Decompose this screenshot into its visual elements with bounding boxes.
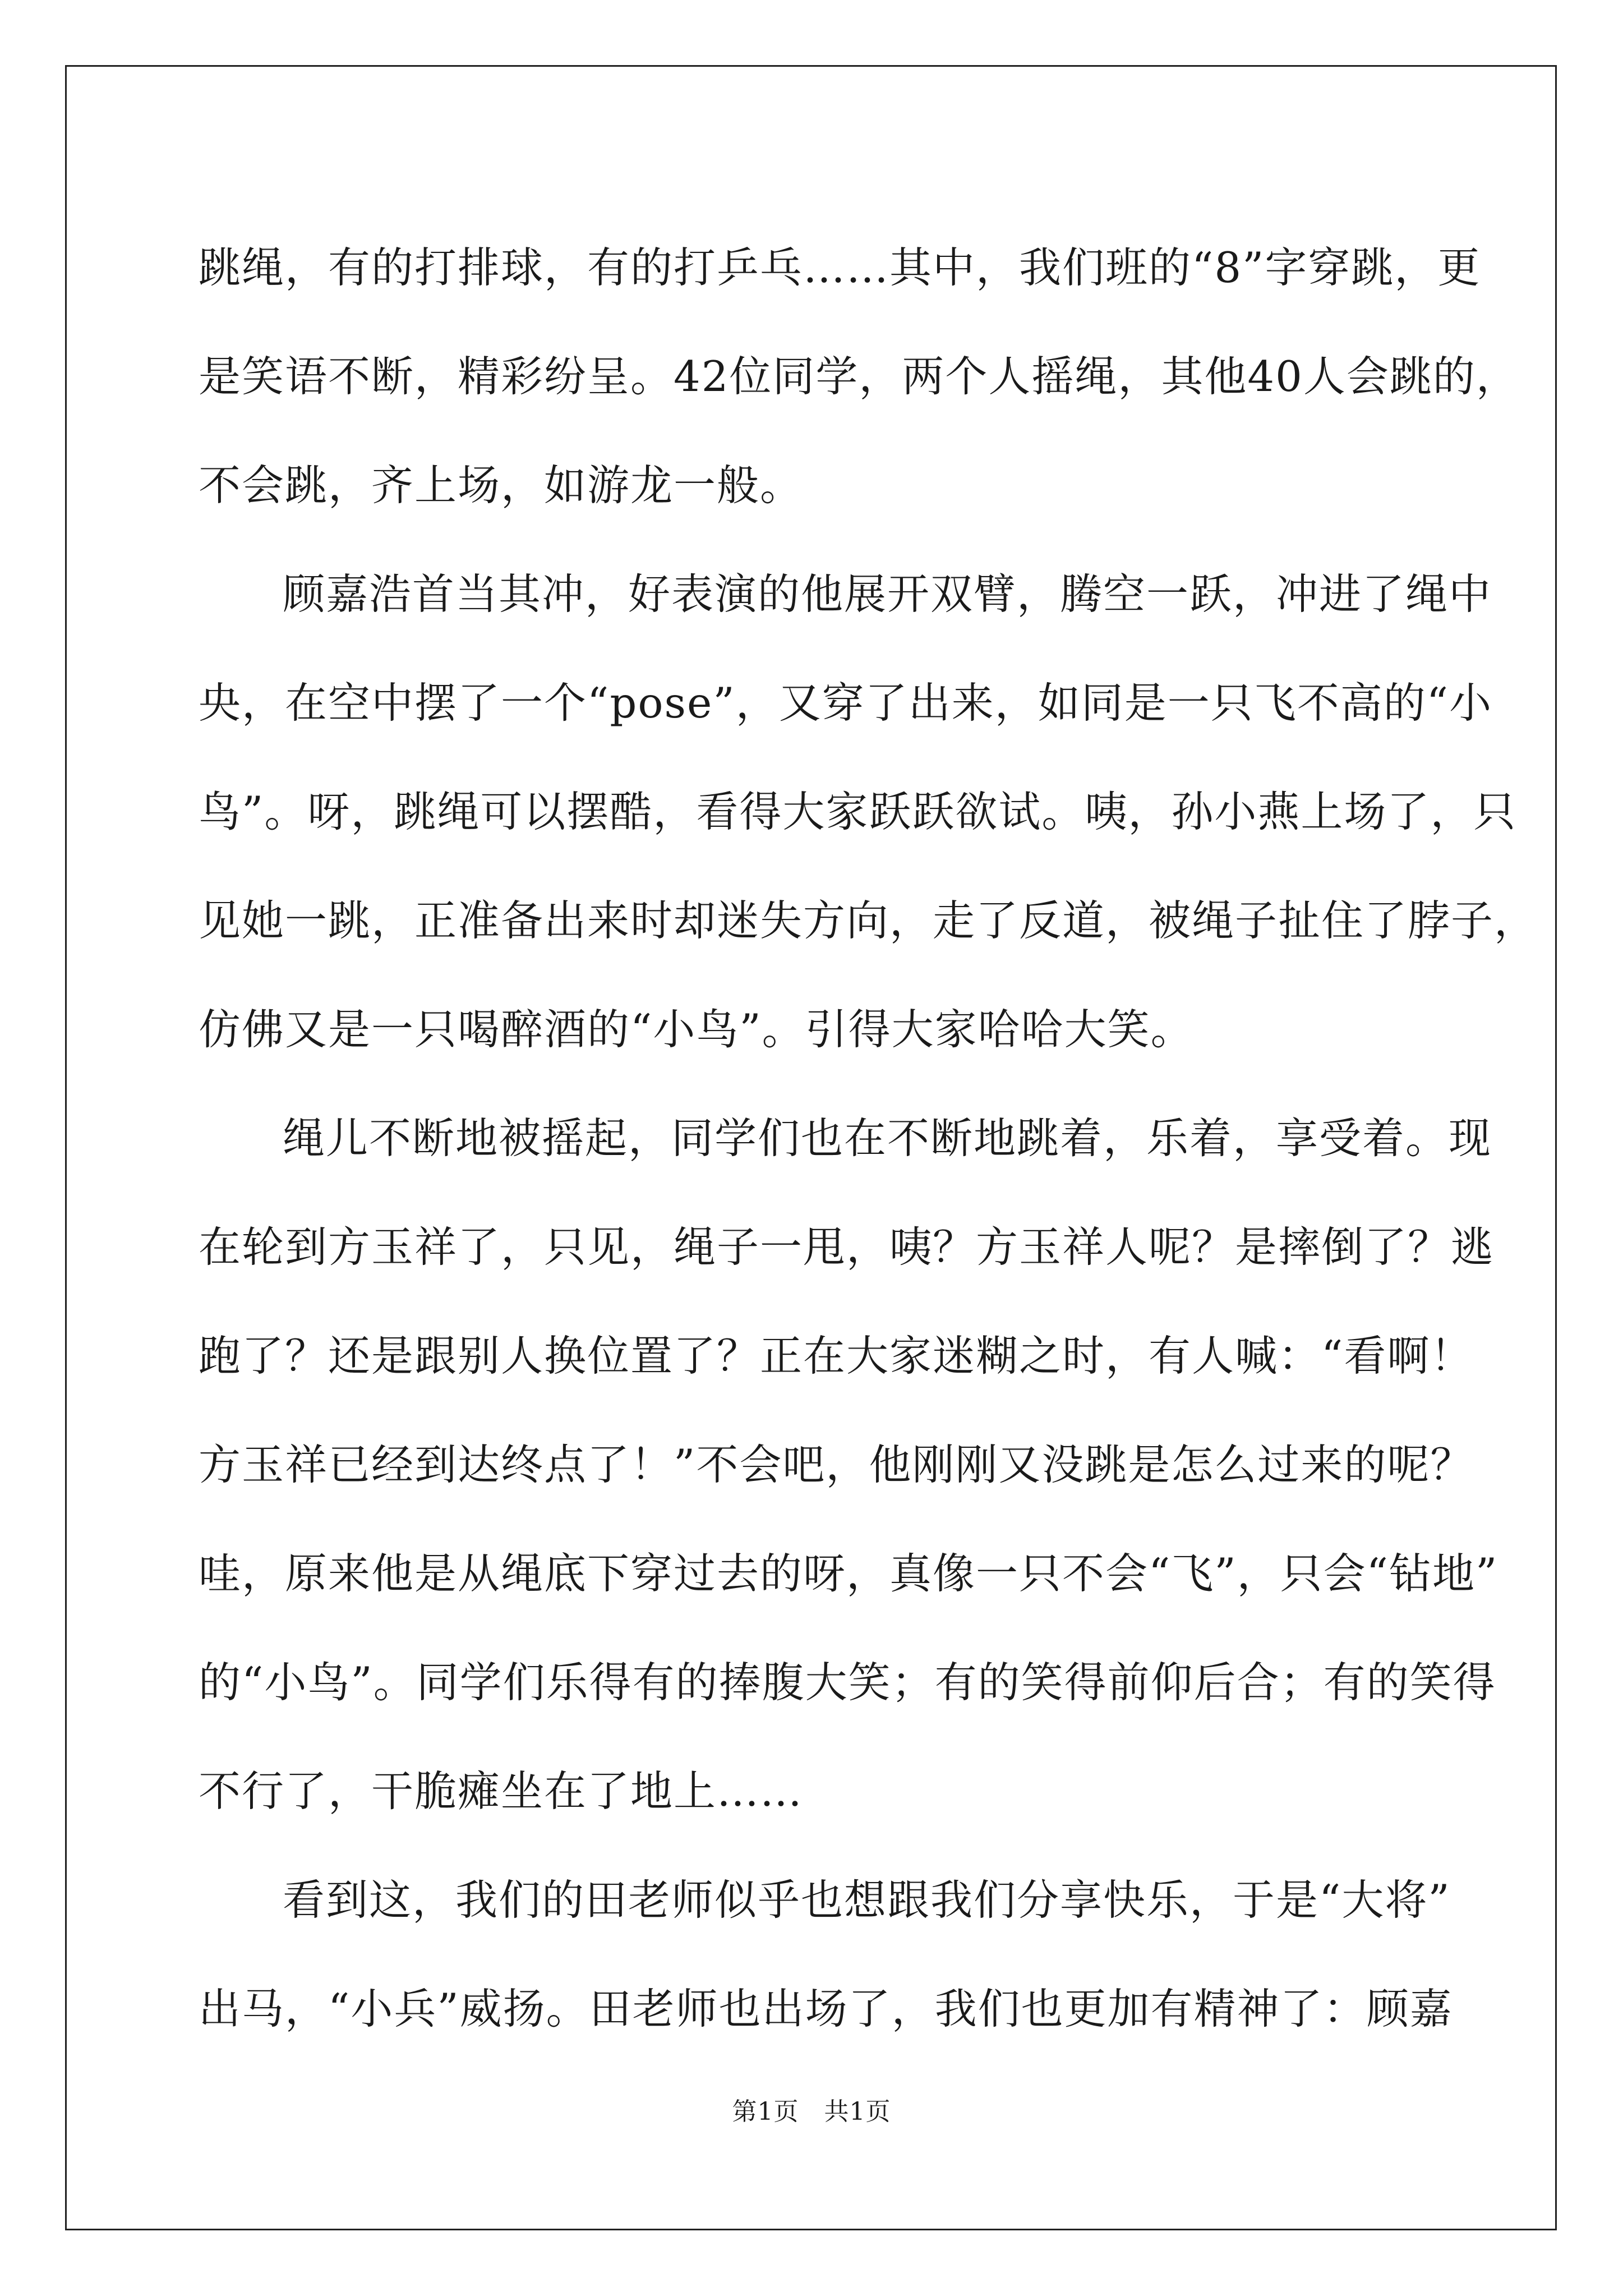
text-line: 在轮到方玉祥了，只见，绳子一甩，咦？方玉祥人呢？是摔倒了？逃 xyxy=(199,1222,1495,1272)
text-line: 是笑语不断，精彩纷呈。42位同学，两个人摇绳，其他40人会跳的， xyxy=(199,352,1519,401)
page-number-footer: 第1页 共1页 xyxy=(732,2097,891,2126)
text-line: 方玉祥已经到达终点了！”不会吧，他刚刚又没跳是怎么过来的呢？ xyxy=(199,1440,1474,1489)
text-line: 跑了？还是跟别人换位置了？正在大家迷糊之时，有人喊：“看啊！ xyxy=(199,1331,1474,1381)
text-line: 不行了，干脆瘫坐在了地上…… xyxy=(199,1766,804,1816)
text-line: 不会跳，齐上场，如游龙一般。 xyxy=(199,461,804,510)
paragraph-start-line: 绳儿不断地被摇起，同学们也在不断地跳着，乐着，享受着。现 xyxy=(283,1114,1492,1163)
paragraph-start-line: 看到这，我们的田老师似乎也想跟我们分享快乐，于是“大将” xyxy=(283,1875,1451,1925)
text-line: 见她一跳，正准备出来时却迷失方向，走了反道，被绳子扯住了脖子， xyxy=(199,896,1538,945)
text-line: 央，在空中摆了一个“pose”，又穿了出来，如同是一只飞不高的“小 xyxy=(199,678,1493,728)
text-line: 的“小鸟”。同学们乐得有的捧腹大笑；有的笑得前仰后合；有的笑得 xyxy=(199,1658,1496,1707)
text-line: 哇，原来他是从绳底下穿过去的呀，真像一只不会“飞”，只会“钻地” xyxy=(199,1549,1498,1598)
text-line: 鸟”。呀，跳绳可以摆酷，看得大家跃跃欲试。咦，孙小燕上场了，只 xyxy=(199,787,1517,836)
document-body xyxy=(199,213,1538,2063)
text-line: 跳绳，有的打排球，有的打乒乓……其中，我们班的“8”字穿跳，更 xyxy=(199,243,1481,292)
paragraph-start-line: 顾嘉浩首当其冲，好表演的他展开双臂，腾空一跃，冲进了绳中 xyxy=(283,569,1492,619)
text-line: 出马，“小兵”威扬。田老师也出场了，我们也更加有精神了：顾嘉 xyxy=(199,1984,1453,2033)
text-line: 仿佛又是一只喝醉酒的“小鸟”。引得大家哈哈大笑。 xyxy=(199,1005,1194,1054)
